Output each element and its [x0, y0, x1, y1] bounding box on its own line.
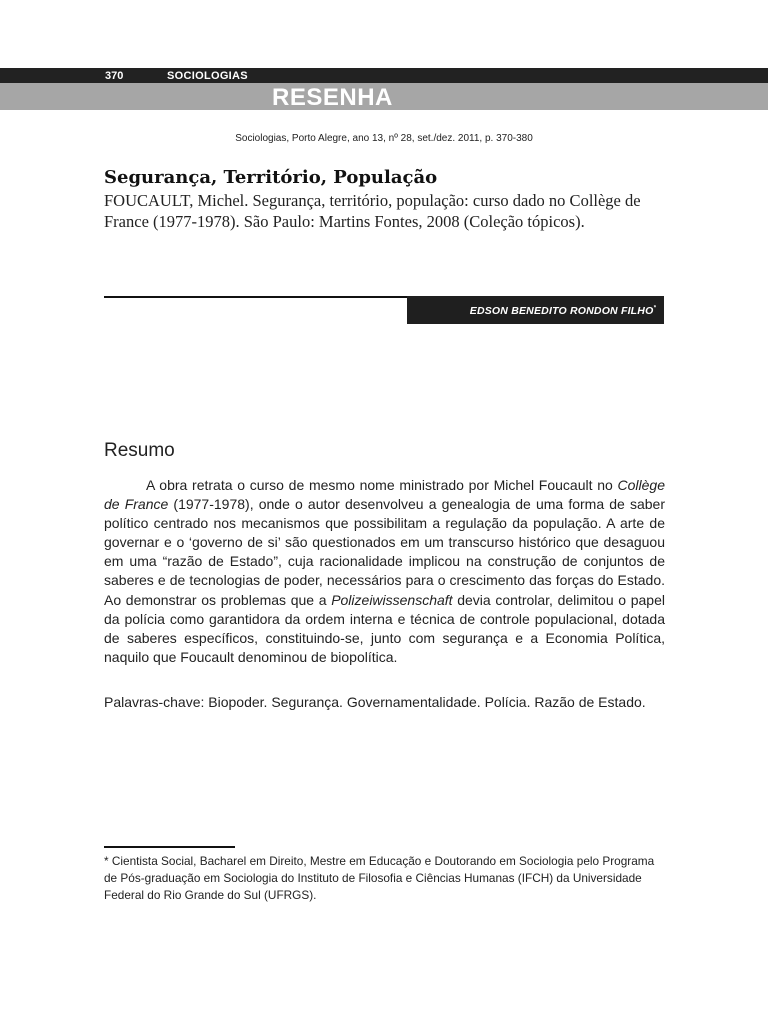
- author-box: [407, 296, 664, 324]
- abstract-text-3: devia controlar, delimitou o papel da polícia como garantidora da ordem interna e técnica de controle populacional, dotada de saberes específicos, constituindo-se, junto com segurança e a Economia Política, naquilo que Foucault denominou de biopolítica.: [104, 591, 665, 665]
- footnote-rule: [104, 846, 235, 848]
- abstract-emphasis-1: Collège de France: [104, 477, 665, 513]
- author-name-wrap: [470, 305, 656, 317]
- book-reference: FOUCAULT, Michel. Segurança, território, população: curso dado no Collège de France (1977-1978). São Paulo: Martins Fontes, 2008 (Coleção tópicos).: [104, 191, 641, 231]
- abstract-text-1: A obra retrata o curso de mesmo nome ministrado por Michel Foucault no: [146, 477, 618, 493]
- abstract-text-2: (1977-1978), onde o autor desenvolveu a genealogia de uma forma de saber político centrado nos mecanismos que possibilitam a regulação da população. A arte de governar e o ‘governo de si’ são questionados em um transcurso histórico que desaguou em uma “razão de Estado”, cuja racionalidade implicou na construção de conjuntos de saberes e de tecnologias de poder, necessários para o crescimento das forças do Estado. Ao demonstrar os problemas que a: [104, 496, 665, 608]
- page-number: 370: [105, 70, 124, 82]
- abstract-emphasis-2: Polizeiwissenschaft: [331, 591, 453, 608]
- author-rule: [104, 296, 407, 298]
- abstract-heading: Resumo: [104, 440, 175, 461]
- footnote: * Cientista Social, Bacharel em Direito, Mestre em Educação e Doutorando em Sociologia pelo Programa de Pós-graduação em Sociologia do Instituto de Filosofia e Ciências Humanas (IFCH) da Universidade Federal do Rio Grande do Sul (UFRGS).: [104, 854, 655, 902]
- keywords: Palavras-chave: Biopoder. Segurança. Governamentalidade. Polícia. Razão de Estado.: [104, 694, 646, 710]
- running-header-bar: [0, 68, 768, 83]
- journal-name: SOCIOLOGIAS: [167, 70, 248, 82]
- book-title: Segurança, Território, População: [104, 167, 438, 188]
- author-name: EDSON BENEDITO RONDON FILHO: [469, 305, 654, 317]
- author-footnote-marker: *: [653, 305, 656, 312]
- section-title: RESENHA: [272, 84, 393, 111]
- abstract-paragraph: [104, 476, 665, 667]
- section-bar: [0, 83, 768, 110]
- citation-line: Sociologias, Porto Alegre, ano 13, nº 28, set./dez. 2011, p. 370-380: [235, 133, 533, 144]
